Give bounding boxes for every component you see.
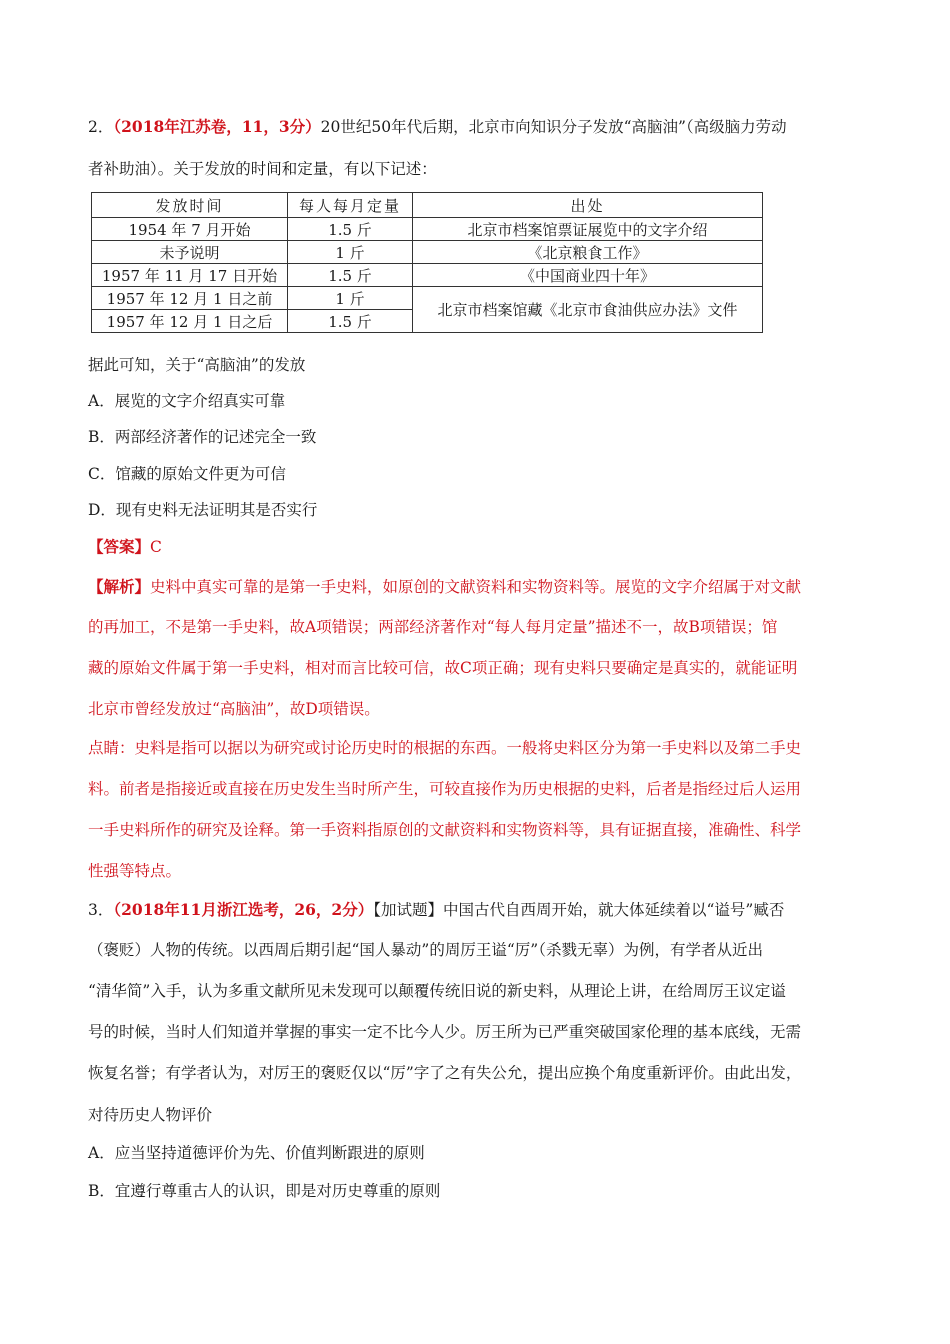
table-cell: 1.5 斤	[288, 264, 413, 287]
table-cell: 1954 年 7 月开始	[92, 218, 288, 241]
q2-source: （2018年江苏卷，11，3分）	[113, 117, 321, 136]
q2-prompt: 据此可知，关于“高脑油”的发放	[88, 356, 306, 374]
analysis-label: 【解析】	[88, 577, 151, 596]
table-row	[92, 264, 763, 287]
table-cell: 1957 年 12 月 1 日之前	[92, 287, 288, 310]
table-cell: 《中国商业四十年》	[413, 264, 763, 287]
table-cell: 1.5 斤	[288, 218, 413, 241]
table-header: 发放时间	[92, 193, 288, 218]
q3-stem-line2: （褒贬）人物的传统。以西周后期引起“国人暴动”的周厉王谥“厉”（杀戮无辜）为例，有学者从近出	[88, 941, 763, 959]
q2-stem-line2: 者补助油）。关于发放的时间和定量，有以下记述：	[88, 160, 437, 178]
q3-option-a: A．应当坚持道德评价为先、价值判断跟进的原则	[88, 1144, 425, 1162]
q2-analysis-line1	[88, 576, 801, 598]
q3-number: 3．	[88, 901, 114, 919]
table-cell: 1957 年 12 月 1 日之后	[92, 310, 288, 333]
table-row	[92, 241, 763, 264]
q2-option-a: A．展览的文字介绍真实可靠	[88, 392, 286, 410]
q3-source: （2018年11月浙江选考，26，2分）	[113, 900, 374, 919]
table-cell: 1 斤	[288, 287, 413, 310]
q2-analysis-line3: 藏的原始文件属于第一手史料，相对而言比较可信，故C项正确；现有史料只要确定是真实的，就能证明	[88, 659, 798, 677]
table-cell-merged: 北京市档案馆藏《北京市食油供应办法》文件	[413, 287, 763, 333]
q2-table	[91, 192, 763, 332]
table-cell: 未予说明	[92, 241, 288, 264]
q3-stem-line3: “清华简”入手，认为多重文献所见未发现可以颠覆传统旧说的新史料，从理论上讲，在给周厉王议定谥	[88, 982, 786, 1000]
q3-option-b: B．宜遵行尊重古人的认识，即是对历史尊重的原则	[88, 1182, 441, 1200]
q3-tag: 【加试题】	[373, 901, 443, 919]
q3-stem-text: 中国古代自西周开始，就大体延续着以“谥号”臧否	[442, 901, 785, 919]
table-cell: 1 斤	[288, 241, 413, 264]
q3-stem-line5: 恢复名誉；有学者认为，对厉王的褒贬仅以“厉”字了之有失公允，提出应换个角度重新评价。由此出发，	[88, 1064, 802, 1082]
q2-option-c: C．馆藏的原始文件更为可信	[88, 465, 286, 483]
q2-answer	[88, 536, 162, 558]
q2-stem-line1	[88, 116, 787, 138]
q2-analysis-line2: 的再加工，不是第一手史料，故A项错误；两部经济著作对“每人每月定量”描述不一，故B项错误；馆	[88, 618, 778, 636]
q2-number: 2．	[88, 118, 114, 136]
q2-tip-line3: 一手史料所作的研究及诠释。第一手资料指原创的文献资料和实物资料等，具有证据直接，准确性、科学	[88, 821, 802, 839]
q3-stem-line6: 对待历史人物评价	[88, 1106, 213, 1124]
table-row	[92, 218, 763, 241]
analysis-text: 史料中真实可靠的是第一手史料，如原创的文献资料和实物资料等。展览的文字介绍属于对文献	[150, 578, 802, 596]
answer-value: C	[150, 538, 162, 556]
q3-stem-line4: 号的时候，当时人们知道并掌握的事实一定不比今人少。厉王所为已严重突破国家伦理的基本底线，无需	[88, 1023, 802, 1041]
table-cell: 《北京粮食工作》	[413, 241, 763, 264]
q2-option-b: B．两部经济著作的记述完全一致	[88, 428, 317, 446]
table-row	[92, 287, 763, 310]
q2-tip-line1: 点睛：史料是指可以据以为研究或讨论历史时的根据的东西。一般将史料区分为第一手史料以及第二手史	[88, 739, 802, 757]
q2-stem-text: 20世纪50年代后期，北京市向知识分子发放“高脑油”（高级脑力劳动	[320, 118, 787, 136]
table-cell: 1.5 斤	[288, 310, 413, 333]
table-cell: 北京市档案馆票证展览中的文字介绍	[413, 218, 763, 241]
table-header: 每人每月定量	[288, 193, 413, 218]
table-header: 出处	[413, 193, 763, 218]
answer-label: 【答案】	[88, 537, 151, 556]
q2-option-d: D．现有史料无法证明其是否实行	[88, 501, 318, 519]
table-header-row	[92, 193, 763, 218]
q2-tip-line2: 料。前者是指接近或直接在历史发生当时所产生，可较直接作为历史根据的史料，后者是指经过后人运用	[88, 780, 802, 798]
q2-tip-line4: 性强等特点。	[88, 862, 182, 880]
table-cell: 1957 年 11 月 17 日开始	[92, 264, 288, 287]
q2-analysis-line4: 北京市曾经发放过“高脑油”，故D项错误。	[88, 700, 380, 718]
q3-stem-line1	[88, 899, 784, 921]
